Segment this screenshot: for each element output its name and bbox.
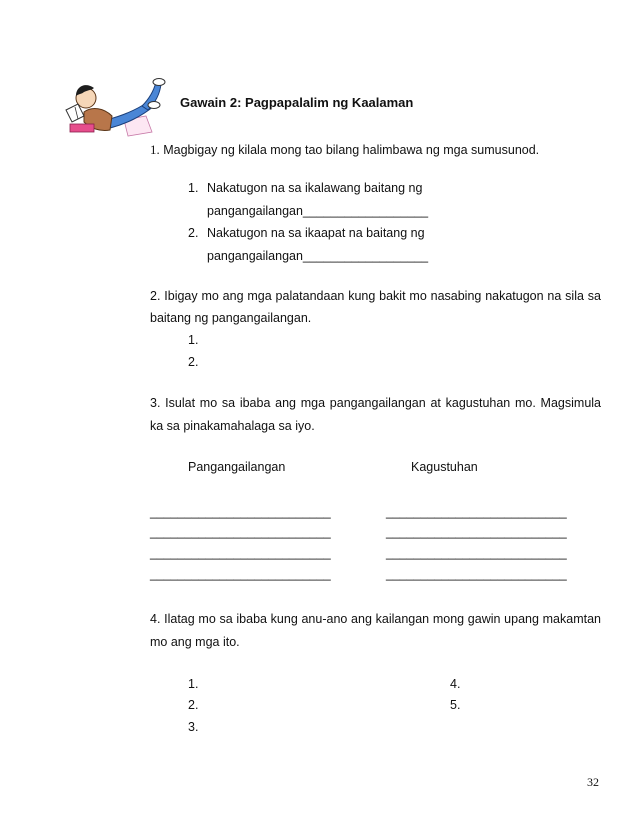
q4-answer-4: 4. [450, 677, 461, 691]
wants-blank: __________________________ [386, 505, 567, 519]
q4-answer-5: 5. [450, 698, 461, 712]
question-1 [150, 142, 539, 158]
column-header-wants: Kagustuhan [411, 460, 478, 474]
question-1-prompt: Magbigay ng kilala mong tao bilang halimbawa ng mga sumusunod. [163, 143, 540, 157]
q1-item-1-line1: Nakatugon na sa ikalawang baitang ng [207, 181, 423, 195]
q1-item-1-number: 1. [188, 181, 199, 195]
needs-blank: __________________________ [150, 505, 331, 519]
wants-blank: __________________________ [386, 567, 567, 581]
q4-answer-1: 1. [188, 677, 199, 691]
q4-answer-3: 3. [188, 720, 199, 734]
needs-blank: __________________________ [150, 546, 331, 560]
q1-item-1-line2: pangangailangan__________________ [207, 204, 429, 218]
shoe [153, 79, 165, 86]
question-2-line2: baitang ng pangangailangan. [150, 311, 312, 325]
question-3-line1: 3. Isulat mo sa ibaba ang mga pangangailangan at kagustuhan mo. Magsimula [150, 396, 601, 410]
q1-item-2-number: 2. [188, 226, 199, 240]
wants-blank: __________________________ [386, 525, 567, 539]
q1-item-2-line2: pangangailangan__________________ [207, 249, 429, 263]
q1-item-2-line1: Nakatugon na sa ikaapat na baitang ng [207, 226, 425, 240]
boy-reading-clipart [62, 76, 180, 142]
q2-answer-2: 2. [188, 355, 199, 369]
q2-answer-1: 1. [188, 333, 199, 347]
column-header-needs: Pangangailangan [188, 460, 286, 474]
shoe [148, 102, 160, 109]
question-4-line2: mo ang mga ito. [150, 635, 240, 649]
page-number: 32 [587, 775, 599, 789]
question-3-line2: ka sa pinakamahalaga sa iyo. [150, 419, 315, 433]
q4-answer-2: 2. [188, 698, 199, 712]
needs-blank: __________________________ [150, 525, 331, 539]
question-4-line1: 4. Ilatag mo sa ibaba kung anu-ano ang kailangan mong gawin upang makamtan [150, 612, 601, 626]
wants-blank: __________________________ [386, 546, 567, 560]
question-1-number: 1. [150, 142, 160, 157]
pink-book [70, 124, 94, 132]
activity-title: Gawain 2: Pagpapalalim ng Kaalaman [180, 95, 414, 110]
needs-blank: __________________________ [150, 567, 331, 581]
question-2-line1: 2. Ibigay mo ang mga palatandaan kung bakit mo nasabing nakatugon na sila sa [150, 289, 601, 303]
